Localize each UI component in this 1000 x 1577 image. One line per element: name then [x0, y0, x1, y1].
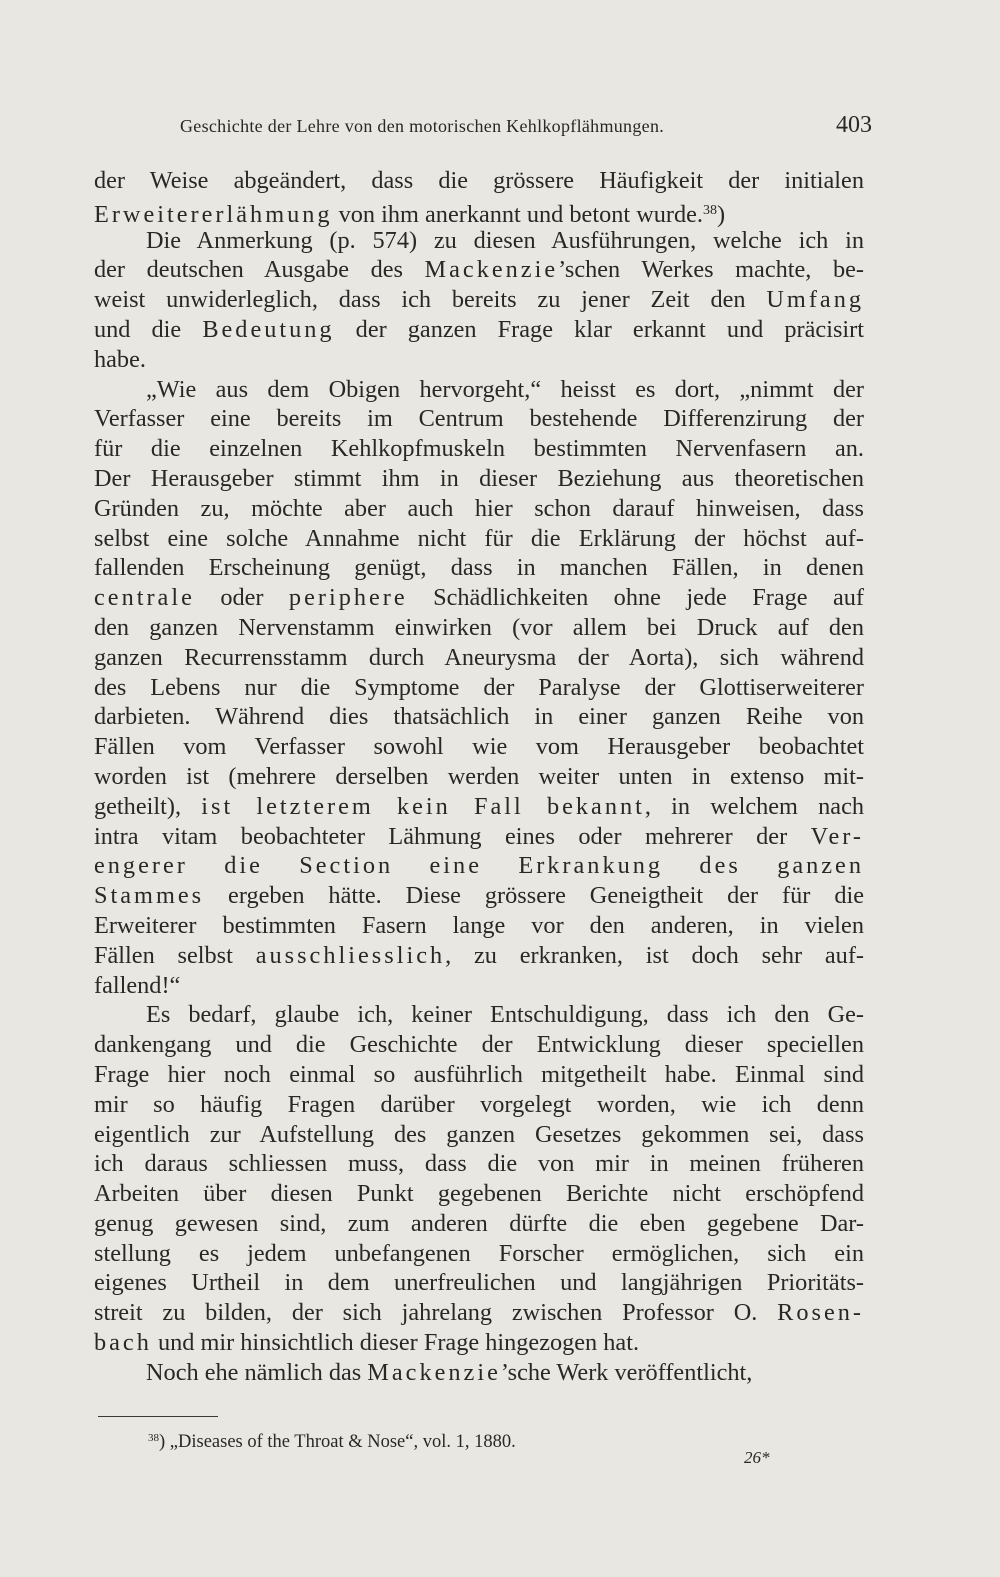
page-number: 403 [836, 112, 872, 138]
footnote-rule [98, 1416, 218, 1417]
spaced-emphasis: bach [94, 1329, 152, 1357]
text-line [94, 1149, 864, 1179]
text-line [94, 196, 864, 226]
line-text: ) [717, 200, 726, 228]
spaced-emphasis: ist letzterem kein Fall bekannt [201, 792, 645, 820]
line-text: ergeben hätte. Diese grössere Geneigtheit der für die [204, 882, 864, 910]
spaced-emphasis: Erweitererlähmung [94, 200, 333, 228]
line-text: Fällen selbst [94, 941, 256, 969]
line-text: , in welchem nach [644, 792, 864, 820]
line-text: habe. [94, 345, 146, 373]
spaced-emphasis: Mackenzie [424, 256, 559, 284]
spaced-emphasis: Umfang [766, 286, 864, 314]
line-text: Frage hier noch einmal so ausführlich mitgetheilt habe. Einmal sind [94, 1060, 864, 1088]
text-line [94, 1298, 864, 1328]
line-text: getheilt), [94, 792, 202, 820]
text-line [94, 1239, 864, 1269]
running-head [180, 112, 872, 146]
line-text: von ihm anerkannt und betont wurde. [332, 200, 703, 228]
line-text: worden ist (mehrere derselben werden weiter unten in extenso mit- [94, 762, 864, 790]
text-line [94, 1328, 864, 1358]
spaced-emphasis: ausschliesslich [255, 941, 446, 969]
footnote-marker: 38 [148, 1432, 159, 1444]
line-text: Es bedarf, glaube ich, keiner Entschuldigung, dass ich den Ge- [146, 1001, 864, 1029]
text-line [94, 255, 864, 285]
text-line [94, 792, 864, 822]
line-text: , zu erkranken, ist doch sehr auf- [445, 941, 865, 969]
text-line [94, 911, 864, 941]
line-text: der ganzen Frage klar erkannt und präcisirt [334, 315, 865, 343]
line-text: darbieten. Während dies thatsächlich in einer ganzen Reihe von [94, 703, 864, 731]
text-line [94, 881, 864, 911]
text-line [94, 553, 864, 583]
text-line [94, 1090, 864, 1120]
text-line [94, 673, 864, 703]
line-text: weist unwiderleglich, dass ich bereits zu jener Zeit den [94, 286, 767, 314]
line-text: des Lebens nur die Symptome der Paralyse der Glottiserweiterer [94, 673, 864, 701]
line-text: dankengang und die Geschichte der Entwicklung dieser speciellen [94, 1031, 864, 1059]
text-line [94, 166, 864, 196]
text-line [94, 1209, 864, 1239]
text-line [94, 524, 864, 554]
text-line [94, 971, 864, 1001]
text-line [94, 1000, 864, 1030]
line-text: mir so häufig Fragen darüber vorgelegt worden, wie ich denn [94, 1090, 864, 1118]
line-text: „Wie aus dem Obigen hervorgeht,“ heisst es dort, „nimmt der [146, 375, 864, 403]
line-text: für die einzelnen Kehlkopfmuskeln bestimmten Nervenfasern an. [94, 435, 864, 463]
line-text: Schädlichkeiten ohne jede Frage auf [407, 584, 864, 612]
body-text [94, 166, 864, 1388]
spaced-emphasis: engerer die Section eine Erkrankung des ganzen [94, 852, 864, 880]
text-line [94, 702, 864, 732]
line-text: ’schen Werkes machte, be- [558, 256, 864, 284]
text-line [94, 583, 864, 613]
line-text: eigenes Urtheil in dem unerfreulichen und langjährigen Prioritäts- [94, 1269, 864, 1297]
text-line [94, 1179, 864, 1209]
line-text: genug gewesen sind, zum anderen dürfte die eben gegebene Dar- [94, 1209, 864, 1237]
text-line [94, 1030, 864, 1060]
spaced-emphasis: centrale [94, 584, 195, 612]
line-text: den ganzen Nervenstamm einwirken (vor allem bei Druck auf den [94, 613, 864, 641]
spaced-emphasis: Stammes [94, 882, 205, 910]
line-text: selbst eine solche Annahme nicht für die Erklärung der höchst auf- [94, 524, 864, 552]
text-line [94, 643, 864, 673]
line-text: eigentlich zur Aufstellung des ganzen Gesetzes gekommen sei, dass [94, 1120, 864, 1148]
line-text: fallenden Erscheinung genügt, dass in manchen Fällen, in denen [94, 554, 864, 582]
text-line [94, 732, 864, 762]
footnote-reference: 38 [703, 202, 717, 218]
text-line [94, 404, 864, 434]
text-line [94, 851, 864, 881]
text-line [94, 315, 864, 345]
text-line [94, 345, 864, 375]
text-line [94, 762, 864, 792]
text-line [94, 375, 864, 405]
text-line [94, 1060, 864, 1090]
line-text: und die [94, 315, 203, 343]
spaced-emphasis: Ver- [810, 822, 864, 850]
text-line [94, 613, 864, 643]
spaced-emphasis: Rosen- [777, 1299, 864, 1327]
spaced-emphasis: periphere [288, 584, 408, 612]
line-text: Fällen vom Verfasser sowohl wie vom Herausgeber beobachtet [94, 733, 864, 761]
text-line [94, 464, 864, 494]
line-text: und mir hinsichtlich dieser Frage hingezogen hat. [151, 1329, 640, 1357]
signature-mark: 26* [744, 1448, 770, 1467]
text-line [94, 1120, 864, 1150]
text-line [94, 941, 864, 971]
line-text: der Weise abgeändert, dass die grössere Häufigkeit der initialen [94, 167, 864, 194]
text-line [94, 1268, 864, 1298]
line-text: oder [194, 584, 289, 612]
text-line [94, 285, 864, 315]
line-text: Der Herausgeber stimmt ihm in dieser Beziehung aus theoretischen [94, 464, 864, 492]
line-text: Arbeiten über diesen Punkt gegebenen Berichte nicht erschöpfend [94, 1180, 864, 1208]
text-line [94, 226, 864, 256]
line-text: stellung es jedem unbefangenen Forscher ermöglichen, sich ein [94, 1239, 864, 1267]
line-text: fallend!“ [94, 971, 181, 999]
text-line [94, 434, 864, 464]
running-title: Geschichte der Lehre von den motorischen Kehlkopflähmungen. [180, 116, 665, 136]
line-text: streit zu bilden, der sich jahrelang zwischen Professor O. [94, 1299, 778, 1327]
line-text: Erweiterer bestimmten Fasern lange vor den anderen, in vielen [94, 911, 864, 939]
line-text: intra vitam beobachteter Lähmung eines oder mehrerer der [94, 822, 811, 850]
line-text: ich daraus schliessen muss, dass die von mir in meinen früheren [94, 1150, 864, 1178]
line-text: Verfasser eine bereits im Centrum bestehende Differenzirung der [94, 405, 864, 433]
line-text: Die Anmerkung (p. 574) zu diesen Ausführungen, welche ich in [146, 226, 864, 254]
line-text: Gründen zu, möchte aber auch hier schon darauf hinweisen, dass [94, 494, 864, 522]
footnote-text: ) „Diseases of the Throat & Nose“, vol. 1, 1880. [159, 1432, 516, 1452]
line-text: der deutschen Ausgabe des [94, 256, 425, 284]
spaced-emphasis: Bedeutung [202, 315, 335, 343]
text-line [94, 494, 864, 524]
text-line [94, 1358, 864, 1388]
line-text: ganzen Recurrensstamm durch Aneurysma der Aorta), sich während [94, 643, 864, 671]
spaced-emphasis: Mackenzie [367, 1358, 501, 1386]
line-text: Noch ehe nämlich das [146, 1358, 368, 1386]
footnote [148, 1432, 516, 1453]
line-text: ’sche Werk veröffentlicht, [500, 1358, 753, 1386]
text-line [94, 822, 864, 852]
